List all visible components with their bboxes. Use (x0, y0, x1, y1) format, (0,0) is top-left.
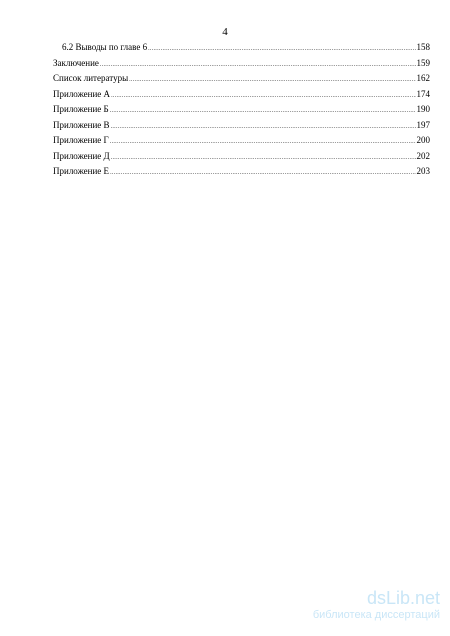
toc-dot-leader (110, 104, 416, 120)
toc-entry-title: Приложение Г (53, 135, 109, 145)
toc-dot-leader (148, 42, 415, 58)
toc-entry-title: Приложение А (53, 88, 111, 99)
toc-entry-appendix-b (53, 102, 430, 118)
watermark-logo: dsLib.net (366, 588, 440, 608)
toc-entry-title: Список литературы (53, 73, 129, 83)
toc-entry-page: 202 (416, 150, 430, 161)
toc-entry-appendix-d (53, 149, 430, 165)
toc-entry-title: Приложение В (53, 119, 110, 130)
watermark (313, 588, 440, 622)
table-of-contents (53, 40, 430, 180)
toc-entry-title: Приложение Д (53, 150, 110, 161)
toc-entry-title: Заключение (53, 57, 99, 68)
toc-entry-page: 174 (416, 88, 430, 99)
toc-entry-title: Приложение Е (53, 166, 110, 176)
toc-entry-page: 158 (416, 42, 430, 52)
toc-entry-title: Приложение Б (53, 104, 109, 114)
toc-entry-page: 159 (416, 57, 430, 68)
toc-entry-conclusion (53, 56, 430, 72)
page-number: 4 (222, 26, 228, 38)
toc-entry-page: 190 (416, 104, 430, 114)
toc-dot-leader (111, 120, 416, 136)
toc-entry-references (53, 71, 430, 87)
toc-entry-appendix-e (53, 164, 430, 180)
toc-dot-leader (111, 89, 415, 105)
toc-entry-page: 197 (416, 119, 430, 130)
toc-dot-leader (110, 166, 415, 182)
toc-entry-appendix-v (53, 118, 430, 134)
toc-entry-page: 162 (416, 73, 430, 83)
toc-entry-page: 200 (416, 135, 430, 145)
toc-entry-page: 203 (416, 166, 430, 176)
toc-entry-appendix-g (53, 133, 430, 149)
toc-dot-leader (111, 151, 416, 167)
toc-dot-leader (110, 135, 416, 151)
toc-entry-appendix-a (53, 87, 430, 103)
toc-dot-leader (129, 73, 415, 89)
toc-entry-conclusions-chapter-6 (53, 40, 430, 56)
toc-dot-leader (100, 58, 416, 74)
watermark-tagline: библиотека диссертаций (312, 609, 440, 621)
toc-entry-title: 6.2 Выводы по главе 6 (62, 42, 148, 52)
